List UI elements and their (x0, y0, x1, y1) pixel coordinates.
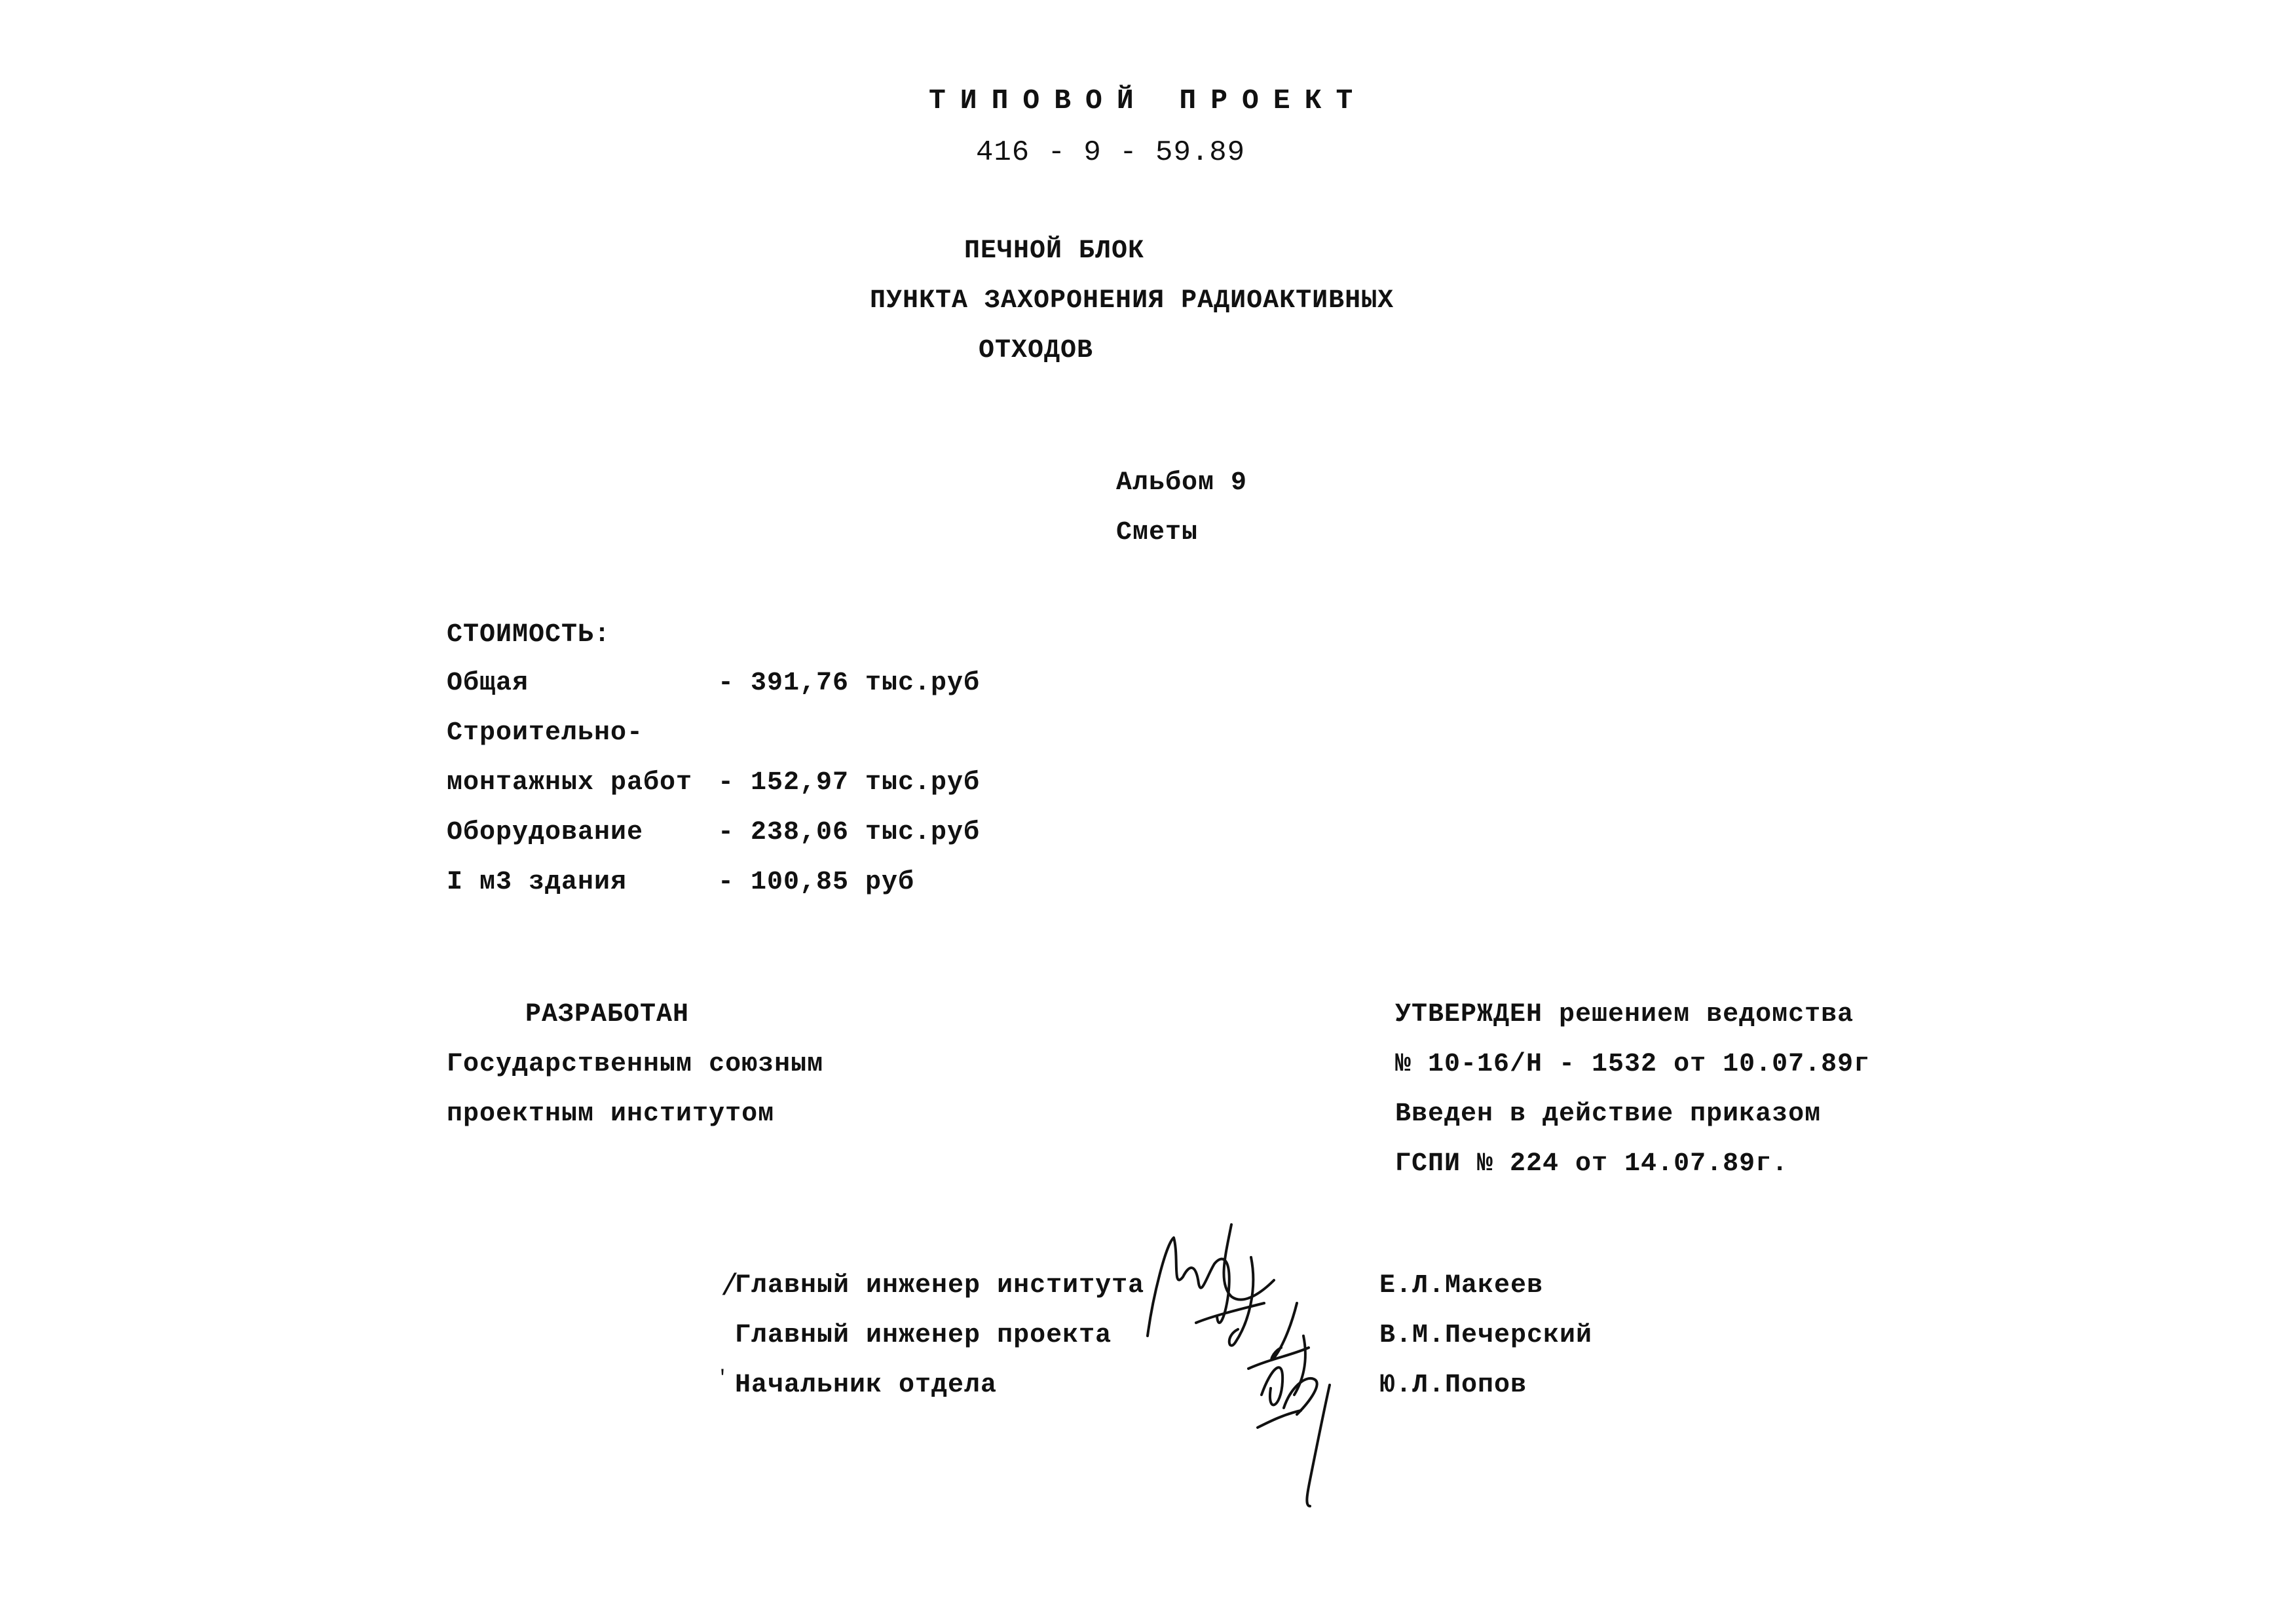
handwritten-signatures (1133, 1218, 1421, 1526)
document-type-title: ТИПОВОЙ ПРОЕКТ (929, 84, 1368, 117)
signatory-role-chief-engineer-institute: Главный инженер института (735, 1271, 1145, 1301)
signatory-name-pechersky: В.М.Печерский (1379, 1321, 1593, 1350)
project-number: 416 - 9 - 59.89 (976, 136, 1246, 169)
album-subtitle: Сметы (1116, 518, 1199, 547)
album-label: Альбом 9 (1116, 468, 1248, 498)
cost-label-total: Общая (447, 669, 529, 698)
developed-line-1: Государственным союзным (447, 1050, 824, 1079)
signatory-name-makeev: Е.Л.Макеев (1379, 1271, 1544, 1301)
signatory-name-popov: Ю.Л.Попов (1379, 1371, 1527, 1400)
cost-heading: СТОИМОСТЬ: (447, 620, 611, 650)
cost-label-construction-part1: Строительно- (447, 718, 644, 748)
approved-line-1: УТВЕРЖДЕН решением ведомства (1395, 1000, 1854, 1029)
cost-label-construction: монтажных работ (447, 768, 693, 798)
developed-line-2: проектным институтом (447, 1099, 775, 1129)
cost-value-per-m3: - 100,85 руб (718, 868, 915, 897)
cost-value-construction: - 152,97 тыс.руб (718, 768, 981, 798)
cost-value-equipment: - 238,06 тыс.руб (718, 818, 981, 847)
approved-line-2: № 10-16/Н - 1532 от 10.07.89г (1395, 1050, 1871, 1079)
signatory-role-department-head: Начальник отдела (735, 1371, 998, 1400)
subject-line-2: ПУНКТА ЗАХОРОНЕНИЯ РАДИОАКТИВНЫХ (870, 286, 1394, 316)
approved-line-3: Введен в действие приказом (1395, 1099, 1822, 1129)
subject-line-1: ПЕЧНОЙ БЛОК (964, 236, 1145, 266)
margin-mark-top: / (720, 1270, 739, 1304)
margin-mark-bottom: ' (717, 1367, 730, 1390)
approved-line-4: ГСПИ № 224 от 14.07.89г. (1395, 1149, 1789, 1179)
cost-label-equipment: Оборудование (447, 818, 644, 847)
signatory-role-chief-engineer-project: Главный инженер проекта (735, 1321, 1112, 1350)
developed-heading: РАЗРАБОТАН (525, 1000, 690, 1029)
cost-label-per-m3: I м3 здания (447, 868, 627, 897)
cost-value-total: - 391,76 тыс.руб (718, 669, 981, 698)
subject-line-3: ОТХОДОВ (979, 336, 1094, 365)
